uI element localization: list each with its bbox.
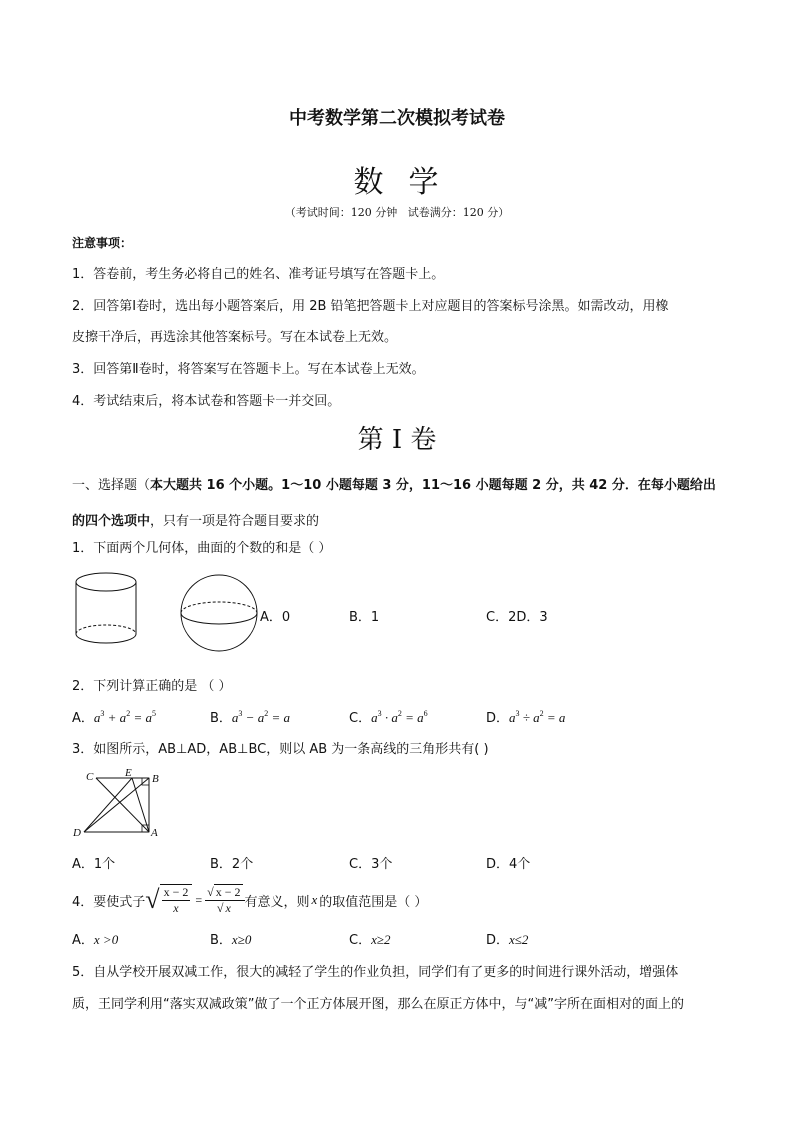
q3-label-c: C xyxy=(86,771,94,783)
q1-option-cd[interactable]: C．2D．3 xyxy=(486,610,548,625)
q2-option-c-label: C． xyxy=(349,711,372,726)
q2-option-b-expr: $a^3 - a^2 = a$ xyxy=(231,709,290,725)
q4-expression: √ $\frac{x - 2}{x}$ = $\frac{√ x - 2}{√ x}$ xyxy=(145,884,244,916)
q4-option-c-label: C． xyxy=(349,933,372,948)
section-desc-rest: ，只有一项是符合题目要求的 xyxy=(150,514,320,529)
q4-var: x xyxy=(311,892,318,907)
q4-option-a[interactable] xyxy=(72,929,118,948)
q2-option-a-label: A． xyxy=(72,711,94,726)
q2-option-d-label: D． xyxy=(486,711,510,726)
q4-prefix: 4．要使式子 xyxy=(72,894,146,910)
note-item-1: 1．答卷前，考生务必将自己的姓名、准考证号填写在答题卡上。 xyxy=(72,267,445,282)
note-item-3: 3．回答第Ⅱ卷时，将答案写在答题卡上。写在本试卷上无效。 xyxy=(72,362,425,377)
q3-label-e: E xyxy=(125,768,132,779)
q2-option-b-label: B． xyxy=(210,711,232,726)
q4-option-a-label: A． xyxy=(72,933,94,948)
section-desc-bold: 的四个选项中 xyxy=(72,514,151,529)
exam-title: 中考数学第二次模拟考试卷 xyxy=(289,108,505,129)
q4-option-d-label: D． xyxy=(486,933,510,948)
exam-info: （考试时间：120 分钟 试卷满分：120 分） xyxy=(284,206,510,219)
q4-option-a-expr: x >0 xyxy=(93,932,119,947)
q3-label-d: D xyxy=(73,827,81,839)
section-instruction-line2 xyxy=(72,510,319,529)
q3-option-a[interactable]: A．1个 xyxy=(72,857,116,872)
volume-title: 第 I 卷 xyxy=(357,425,437,455)
section-instruction-line1 xyxy=(72,474,716,493)
q3-label-a: A xyxy=(151,827,158,839)
q5-stem-line1: 5．自从学校开展双减工作，很大的减轻了学生的作业负担，同学们有了更多的时间进行课外活动，增强体 xyxy=(72,965,679,980)
q5-stem-line2: 质，王同学利用“落实双减政策”做了一个正方体展开图，那么在原正方体中，与“减”字所在面相对的面上的 xyxy=(72,997,684,1012)
q2-option-a-expr: $a^3 + a^2 = a^5$ xyxy=(93,709,156,725)
q2-option-c[interactable] xyxy=(349,707,428,726)
q2-stem: 2．下列计算正确的是 （ ） xyxy=(72,679,232,694)
q1-option-b[interactable]: B．1 xyxy=(349,610,380,625)
q2-option-d-expr: $a^3 \div a^2 = a$ xyxy=(509,709,566,725)
q2-option-a[interactable] xyxy=(72,707,156,726)
q1-sphere-figure xyxy=(178,572,262,656)
q1-option-a[interactable]: A．0 xyxy=(260,610,291,625)
q3-figure xyxy=(72,768,172,840)
q2-option-d[interactable] xyxy=(486,707,565,726)
q4-stem xyxy=(72,880,427,920)
note-item-2: 2．回答第Ⅰ卷时，选出每小题答案后，用 2B 铅笔把答题卡上对应题目的答案标号涂黑。如需改动，用橡 xyxy=(72,299,669,314)
subject-title: 数 学 xyxy=(353,165,441,200)
q1-stem: 1．下面两个几何体，曲面的个数的和是（ ） xyxy=(72,541,332,556)
q4-option-b-label: B． xyxy=(210,933,232,948)
q3-label-b: B xyxy=(152,773,159,785)
q3-option-c[interactable]: C．3个 xyxy=(349,857,393,872)
note-item-4: 4．考试结束后，将本试卷和答题卡一并交回。 xyxy=(72,394,341,409)
notes-heading: 注意事项： xyxy=(72,236,133,250)
q4-option-b-expr: x≥0 xyxy=(231,932,252,947)
q3-option-b[interactable]: B．2个 xyxy=(210,857,254,872)
q2-option-c-expr: $a^3 \cdot a^2 = a^6$ xyxy=(371,709,428,725)
q2-option-b[interactable] xyxy=(210,707,290,726)
q4-option-b[interactable] xyxy=(210,929,251,948)
q3-option-d[interactable]: D．4个 xyxy=(486,857,531,872)
section-number: 一、选择题（ xyxy=(72,478,151,493)
q4-suffix-2: 的取值范围是（ ） xyxy=(319,894,428,910)
q4-option-d[interactable] xyxy=(486,929,528,948)
section-desc: 本大题共 16 个小题。1～10 小题每题 3 分，11～16 小题每题 2 分，共 42 分．在每小题给出 xyxy=(150,478,716,493)
q4-option-d-expr: x≤2 xyxy=(509,932,529,947)
q1-cylinder-figure xyxy=(72,570,142,650)
q4-option-c-expr: x≥2 xyxy=(371,932,391,947)
q3-stem: 3．如图所示，AB⊥AD，AB⊥BC，则以 AB 为一条高线的三角形共有( ) xyxy=(72,742,489,757)
q4-suffix: 有意义，则 xyxy=(244,894,310,910)
note-item-2-cont: 皮擦干净后，再选涂其他答案标号。写在本试卷上无效。 xyxy=(72,330,398,345)
q4-option-c[interactable] xyxy=(349,929,390,948)
